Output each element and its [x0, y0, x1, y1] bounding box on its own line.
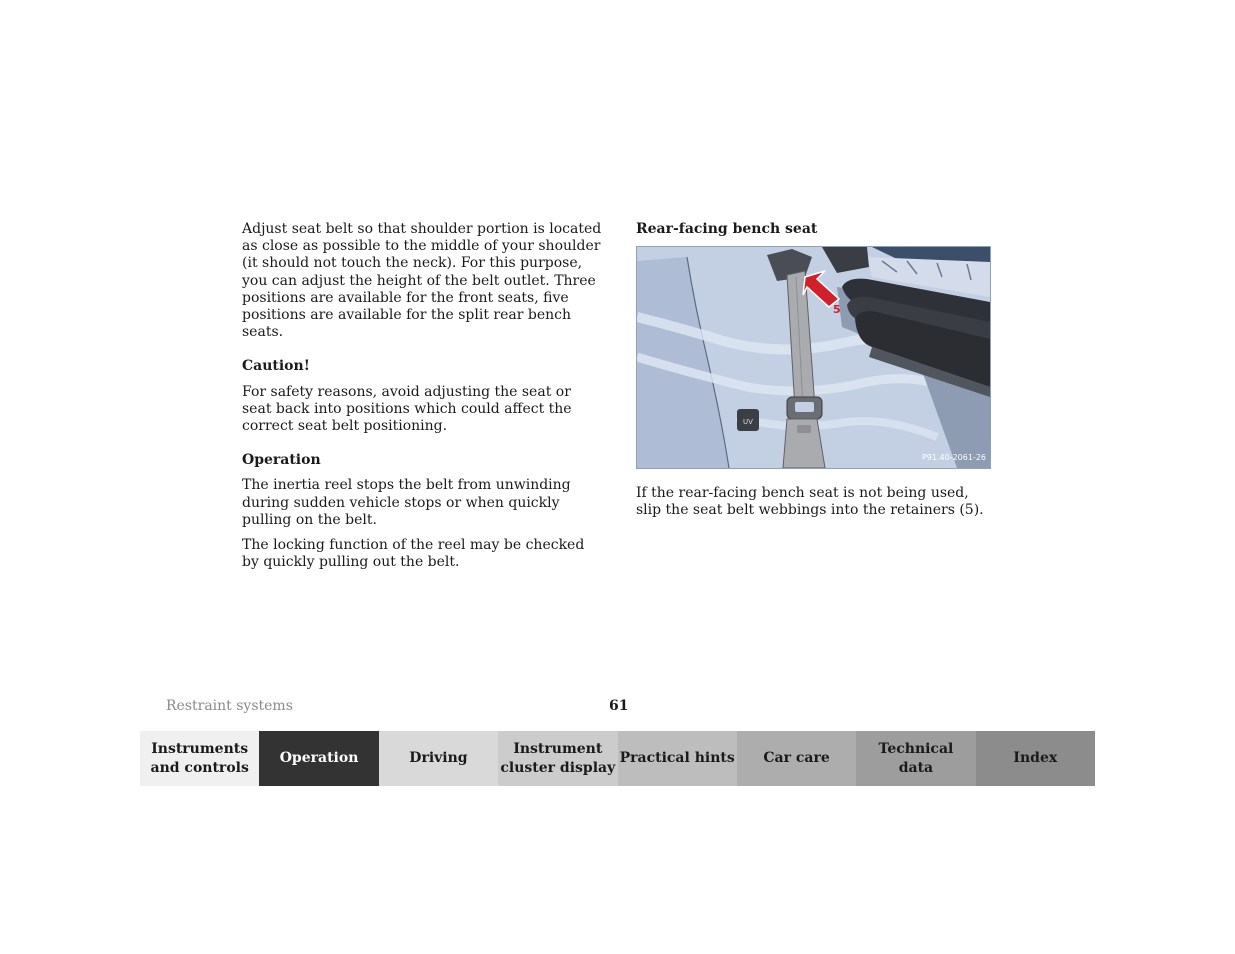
- left-column: [242, 221, 604, 579]
- operation-paragraph-2: The locking function of the reel may be checked by quickly pulling out the belt.: [242, 537, 585, 571]
- page-number: 61: [609, 698, 629, 714]
- figure-code: P91.40-2061-26: [921, 453, 986, 462]
- tab-instruments-and-controls[interactable]: Instruments and controls: [140, 731, 259, 786]
- operation-heading: Operation: [242, 452, 321, 469]
- operation-paragraph-1: The inertia reel stops the belt from unwinding during sudden vehicle stops or when quickly pulling on the belt.: [242, 477, 571, 528]
- figure-caption: If the rear-facing bench seat is not being used, slip the seat belt webbings into the retainers (5).: [636, 485, 984, 519]
- seat-belt-illustration: [636, 246, 991, 469]
- tab-instrument-cluster-display[interactable]: Instrument cluster display: [498, 731, 617, 786]
- caution-paragraph: For safety reasons, avoid adjusting the seat or seat back into positions which could affect the correct seat belt positioning.: [242, 383, 572, 435]
- caution-heading: Caution!: [242, 358, 310, 375]
- footer-section-title: Restraint systems: [166, 698, 293, 714]
- right-column: [636, 221, 990, 528]
- chapter-nav-bar: [140, 731, 1095, 786]
- callout-number: 5: [833, 303, 841, 317]
- tab-operation[interactable]: Operation: [259, 731, 378, 786]
- tab-practical-hints[interactable]: Practical hints: [618, 731, 737, 786]
- tab-car-care[interactable]: Car care: [737, 731, 856, 786]
- tab-technical-data[interactable]: Technical data: [856, 731, 975, 786]
- tab-index[interactable]: Index: [976, 731, 1095, 786]
- svg-text:UV: UV: [743, 418, 753, 427]
- intro-paragraph: Adjust seat belt so that shoulder portion is located as close as possible to the middle of your shoulder (it should not touch the neck). For this purpose, you can adjust the height of the belt outlet. Three positions are available for the front seats, five positions are available for the split rear bench seats.: [242, 221, 602, 341]
- tab-driving[interactable]: Driving: [379, 731, 498, 786]
- section-heading: Rear-facing bench seat: [636, 221, 818, 237]
